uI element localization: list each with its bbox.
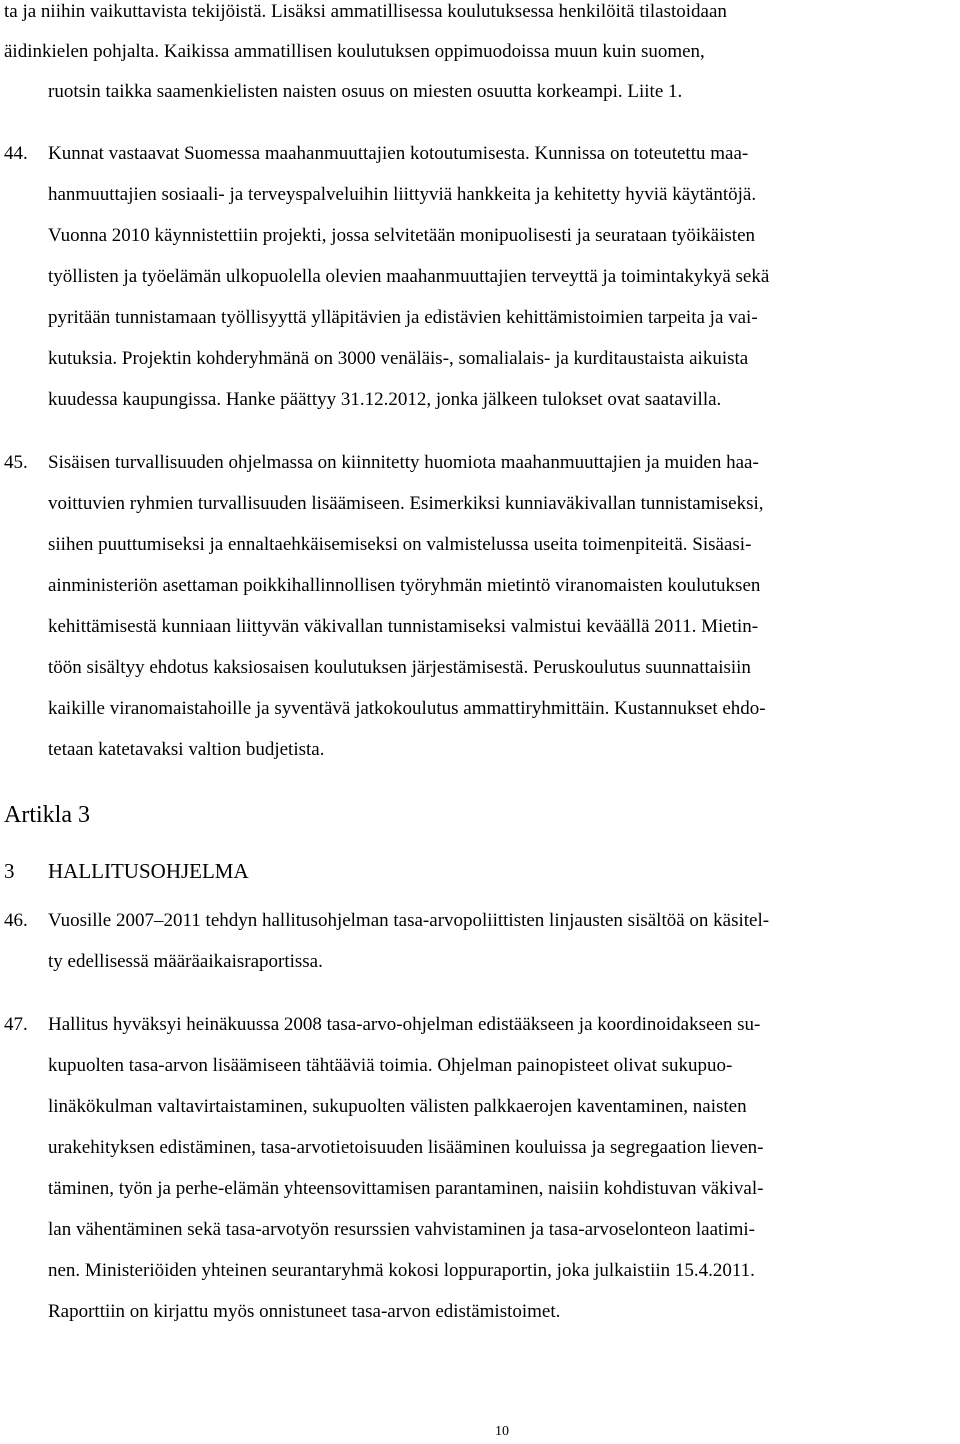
paragraph-47-line: urakehityksen edistäminen, tasa-arvotietoisuuden lisääminen kouluissa ja segregaation lieven- (48, 1137, 764, 1158)
paragraph-45-line: ainministeriön asettaman poikkihallinnollisen työryhmän mietintö viranomaisten koulutuksen (48, 575, 761, 596)
paragraph-47-line: linäkökulman valtavirtaistaminen, sukupuolten välisten palkkaerojen kaventaminen, naisten (48, 1096, 747, 1117)
paragraph-44-line: Vuonna 2010 käynnistettiin projekti, jossa selvitetään monipuolisesti ja seurataan työikäisten (48, 225, 755, 246)
paragraph-44-line: työllisten ja työelämän ulkopuolella olevien maahanmuuttajien terveyttä ja toimintakykyä sekä (48, 266, 770, 287)
paragraph-46-line: Vuosille 2007–2011 tehdyn hallitusohjelman tasa-arvopoliittisten linjausten sisältöä on käsitel- (48, 910, 770, 931)
paragraph-44-line: pyritään tunnistamaan työllisyyttä ylläpitävien ja edistävien kehittämistoimien tarpeita ja vai- (48, 307, 758, 328)
paragraph-47-line: Raporttiin on kirjattu myös onnistuneet tasa-arvon edistämistoimet. (48, 1301, 561, 1322)
paragraph-45-line: kaikille viranomaistahoille ja syventävä jatkokoulutus ammattiryhmittäin. Kustannukset ehdo- (48, 698, 766, 719)
paragraph-45-line: töön sisältyy ehdotus kaksiosaisen koulutuksen järjestämisestä. Peruskoulutus suunnattaisiin (48, 657, 751, 678)
paragraph-45-line: tetaan katetavaksi valtion budjetista. (48, 739, 325, 760)
paragraph-44-line: hanmuuttajien sosiaali- ja terveyspalveluihin liittyviä hankkeita ja kehitetty hyviä käytäntöjä. (48, 184, 757, 205)
paragraph-45-line: kehittämisestä kunniaan liittyvän väkivallan tunnistamiseksi valmistui keväällä 2011. Mietin- (48, 616, 759, 637)
paragraph-45-line: siihen puuttumiseksi ja ennaltaehkäisemiseksi on valmistelussa useita toimenpiteitä. Sisäasi- (48, 534, 752, 555)
paragraph-number-46: 46. (4, 910, 28, 931)
paragraph-46-line: ty edellisessä määräaikaisraportissa. (48, 951, 323, 972)
paragraph-number-47: 47. (4, 1014, 28, 1035)
paragraph-number-44: 44. (4, 143, 28, 164)
paragraph-44-line: kuudessa kaupungissa. Hanke päättyy 31.12.2012, jonka jälkeen tulokset ovat saatavilla. (48, 389, 722, 410)
paragraph-45-line: Sisäisen turvallisuuden ohjelmassa on kiinnitetty huomiota maahanmuuttajien ja muiden haa- (48, 452, 759, 473)
page-number: 10 (495, 1424, 509, 1439)
intro-line-1: ta ja niihin vaikuttavista tekijöistä. Lisäksi ammatillisessa koulutuksessa henkilöitä tilastoidaan (4, 1, 727, 22)
paragraph-44-line: Kunnat vastaavat Suomessa maahanmuuttajien kotoutumisesta. Kunnissa on toteutettu maa- (48, 143, 749, 164)
paragraph-47-line: Hallitus hyväksyi heinäkuussa 2008 tasa-arvo-ohjelman edistääkseen ja koordinoidakseen su- (48, 1014, 761, 1035)
section-number: 3 (4, 859, 15, 883)
paragraph-47-line: lan vähentäminen sekä tasa-arvotyön resurssien vahvistaminen ja tasa-arvoselonteon laatimi- (48, 1219, 755, 1240)
article-heading: Artikla 3 (4, 802, 90, 828)
paragraph-47-line: nen. Ministeriöiden yhteinen seurantaryhmä kokosi loppuraportin, joka julkaistiin 15.4.2011. (48, 1260, 755, 1281)
paragraph-number-45: 45. (4, 452, 28, 473)
paragraph-45-line: voittuvien ryhmien turvallisuuden lisäämiseen. Esimerkiksi kunniaväkivallan tunnistamiseksi, (48, 493, 764, 514)
paragraph-44-line: kutuksia. Projektin kohderyhmänä on 3000 venäläis-, somalialais- ja kurditaustaista aikuista (48, 348, 749, 369)
intro-line-3: ruotsin taikka saamenkielisten naisten osuus on miesten osuutta korkeampi. Liite 1. (48, 81, 683, 102)
paragraph-47-line: kupuolten tasa-arvon lisäämiseen tähtääviä toimia. Ohjelman painopisteet olivat sukupuo- (48, 1055, 733, 1076)
paragraph-47-line: täminen, työn ja perhe-elämän yhteensovittamisen parantaminen, naisiin kohdistuvan väkival- (48, 1178, 764, 1199)
section-title: HALLITUSOHJELMA (48, 859, 249, 883)
intro-line-2: äidinkielen pohjalta. Kaikissa ammatillisen koulutuksen oppimuodoissa muun kuin suomen, (4, 41, 705, 62)
